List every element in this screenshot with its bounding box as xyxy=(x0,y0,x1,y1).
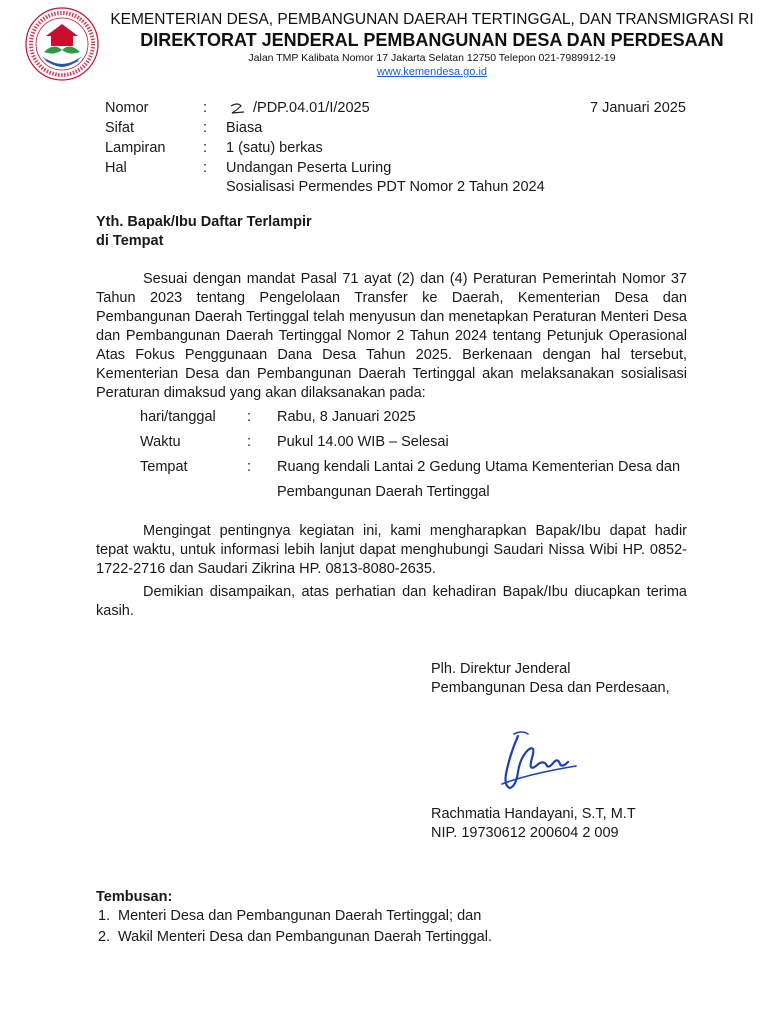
tembusan-item-text: Menteri Desa dan Pembangunan Daerah Tertinggal; dan xyxy=(118,908,482,924)
meta-sep-lampiran: : xyxy=(203,140,208,156)
recipient-line: Yth. Bapak/Ibu Daftar Terlampir xyxy=(96,214,312,230)
schedule-value-date: Rabu, 8 Januari 2025 xyxy=(277,409,416,425)
recipient-place: di Tempat xyxy=(96,233,164,249)
ministry-name: KEMENTERIAN DESA, PEMBANGUNAN DAERAH TERTINGGAL, DAN TRANSMIGRASI RI xyxy=(110,11,754,28)
kementerian-desa-logo xyxy=(24,6,100,82)
meta-label-lampiran: Lampiran xyxy=(105,140,166,156)
paragraph-2-line: 1722-2716 dan Saudari Zikrina HP. 0813-8080-2635. xyxy=(96,561,436,577)
tembusan-heading: Tembusan: xyxy=(96,889,173,905)
meta-value-hal-line2: Sosialisasi Permendes PDT Nomor 2 Tahun 2024 xyxy=(226,179,545,195)
letter-date: 7 Januari 2025 xyxy=(590,100,686,116)
paragraph-1-line: dan Pembangunan Daerah Tertinggal Nomor 2 Tahun 2024 tentang Petunjuk Operasional xyxy=(96,328,687,344)
schedule-value-place-line2: Pembangunan Daerah Tertinggal xyxy=(277,484,490,500)
meta-value-sifat: Biasa xyxy=(226,120,263,136)
paragraph-3-line: kasih. xyxy=(96,603,134,619)
meta-value-hal: Undangan Peserta Luring xyxy=(226,160,392,176)
tembusan-item-text: Wakil Menteri Desa dan Pembangunan Daerah Tertinggal. xyxy=(118,929,492,945)
meta-sep-sifat: : xyxy=(203,120,208,136)
meta-sep-hal: : xyxy=(203,160,208,176)
paragraph-2-line: Mengingat pentingnya kegiatan ini, kami mengharapkan Bapak/Ibu dapat hadir xyxy=(143,523,687,539)
meta-value-nomor: /PDP.04.01/I/2025 xyxy=(253,100,370,116)
meta-label-nomor: Nomor xyxy=(105,100,149,116)
paragraph-2-line: tepat waktu, untuk informasi lebih lanjut dapat menghubungi Saudari Nissa Wibi HP. 0852- xyxy=(96,542,687,558)
tembusan-item-number: 2. xyxy=(98,929,111,945)
meta-label-sifat: Sifat xyxy=(105,120,135,136)
meta-label-hal: Hal xyxy=(105,160,127,176)
schedule-value-time: Pukul 14.00 WIB – Selesai xyxy=(277,434,449,450)
signatory-office: Pembangunan Desa dan Perdesaan, xyxy=(431,680,670,696)
schedule-sep-date: : xyxy=(247,409,252,425)
meta-value-lampiran: 1 (satu) berkas xyxy=(226,140,323,156)
directorate-name: DIREKTORAT JENDERAL PEMBANGUNAN DESA DAN PERDESAAN xyxy=(140,30,724,50)
signatory-title: Plh. Direktur Jenderal xyxy=(431,661,571,677)
paragraph-1-line: Pembangunan Daerah Tertinggal telah menyusun dan menetapkan Peraturan Menteri Desa xyxy=(96,309,687,325)
signatory-nip: NIP. 19730612 200604 2 009 xyxy=(431,825,619,841)
website-link[interactable]: www.kemendesa.go.id xyxy=(376,66,488,78)
paragraph-1-line: Peraturan dimaksud yang akan dilaksanakan pada: xyxy=(96,385,426,401)
tembusan-item-number: 1. xyxy=(98,908,111,924)
paragraph-3-line: Demikian disampaikan, atas perhatian dan kehadiran Bapak/Ibu diucapkan terima xyxy=(143,584,687,600)
signatory-name: Rachmatia Handayani, S.T, M.T xyxy=(431,806,636,822)
schedule-label-time: Waktu xyxy=(140,434,181,450)
handwritten-signature xyxy=(488,728,584,800)
paragraph-1-line: Kementerian Desa dan Pembangunan Daerah Tertinggal akan melaksanakan sosialisasi xyxy=(96,366,687,382)
schedule-value-place: Ruang kendali Lantai 2 Gedung Utama Kementerian Desa dan xyxy=(277,459,681,475)
handwritten-number-mark xyxy=(229,102,247,116)
address-line: Jalan TMP Kalibata Nomor 17 Jakarta Selatan 12750 Telepon 021-7989912-19 xyxy=(248,52,616,64)
schedule-label-place: Tempat xyxy=(140,459,188,475)
meta-sep-nomor: : xyxy=(203,100,208,116)
schedule-sep-time: : xyxy=(247,434,252,450)
paragraph-1-line: Sesuai dengan mandat Pasal 71 ayat (2) dan (4) Peraturan Pemerintah Nomor 37 xyxy=(143,271,687,287)
schedule-label-date: hari/tanggal xyxy=(140,409,216,425)
schedule-sep-place: : xyxy=(247,459,252,475)
paragraph-1-line: Tahun 2023 tentang Pengelolaan Transfer ke Daerah, Kementerian Desa dan xyxy=(96,290,687,306)
paragraph-1-line: Atas Fokus Penggunaan Dana Desa Tahun 2025. Berkenaan dengan hal tersebut, xyxy=(96,347,687,363)
